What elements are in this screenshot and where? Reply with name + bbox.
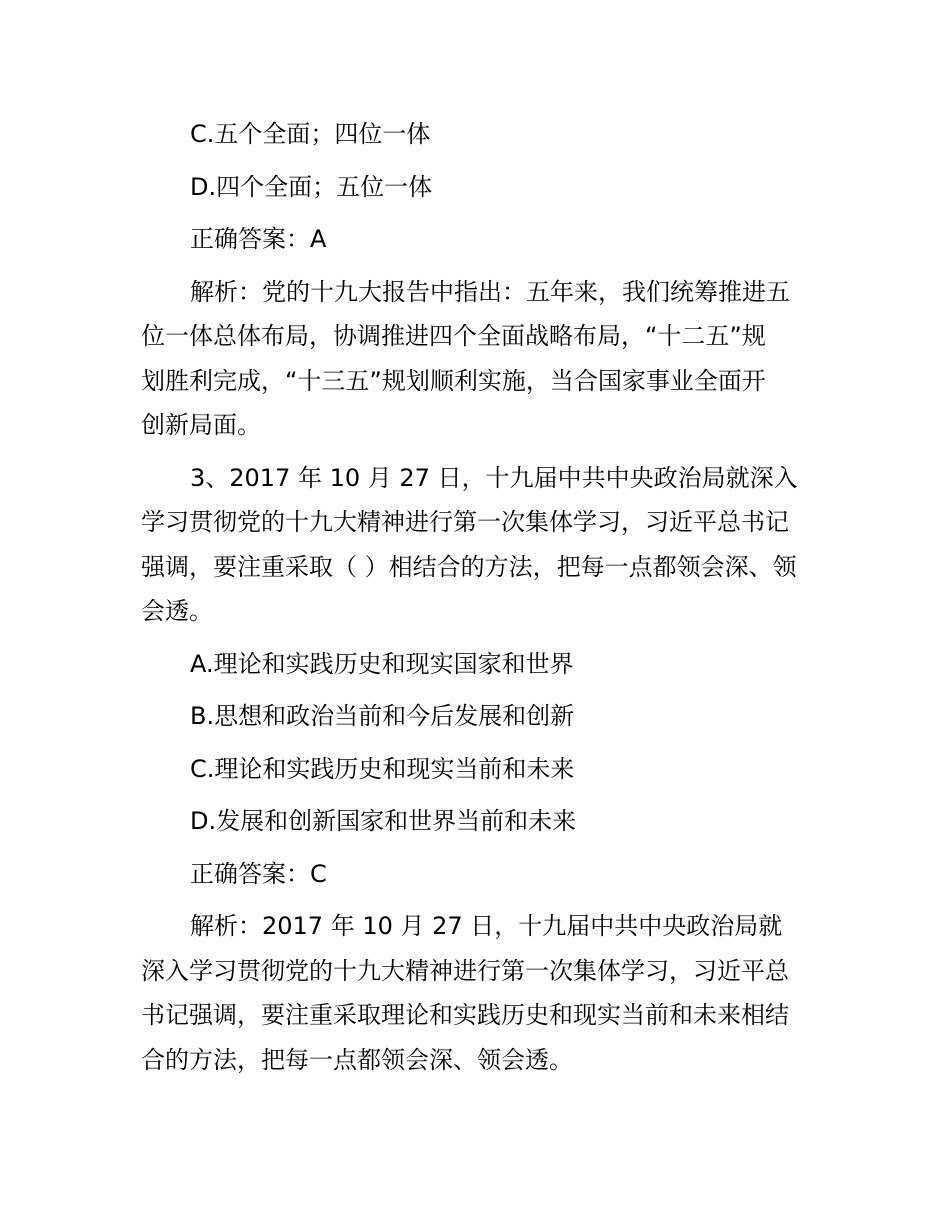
q3-analysis-line: 解析：2017 年 10 月 27 日，十九届中共中央政治局就 xyxy=(190,912,783,940)
q2-analysis-line: 位一体总体布局，协调推进四个全面战略布局，“十二五”规 xyxy=(141,322,766,350)
document-page xyxy=(141,112,811,1082)
q3-analysis-line: 书记强调，要注重采取理论和实践历史和现实当前和未来相结 xyxy=(141,1001,789,1029)
q3-option-a: A.理论和实践历史和现实国家和世界 xyxy=(190,649,574,678)
q3-analysis-line: 合的方法，把每一点都领会深、领会透。 xyxy=(141,1045,573,1074)
q2-analysis-line: 创新局面。 xyxy=(141,411,261,439)
q2-option-d: D.四个全面；五位一体 xyxy=(190,172,433,201)
q2-analysis-line: 解析：党的十九大报告中指出：五年来，我们统筹推进五 xyxy=(190,277,790,306)
q2-analysis-line: 划胜利完成，“十三五”规划顺利实施，当合国家事业全面开 xyxy=(141,366,766,395)
q3-stem-line: 学习贯彻党的十九大精神进行第一次集体学习，习近平总书记 xyxy=(141,508,789,536)
q2-answer: 正确答案：A xyxy=(190,225,327,253)
q3-stem-line: 3、2017 年 10 月 27 日，十九届中共中央政治局就深入 xyxy=(190,463,798,492)
q2-option-c: C.五个全面；四位一体 xyxy=(190,120,431,148)
q3-option-d: D.发展和创新国家和世界当前和未来 xyxy=(190,807,577,835)
q3-answer: 正确答案：C xyxy=(190,859,327,888)
q3-option-c: C.理论和实践历史和现实当前和未来 xyxy=(190,754,575,783)
q3-analysis xyxy=(141,904,811,1082)
q3-option-b: B.思想和政治当前和今后发展和创新 xyxy=(190,702,575,730)
q3-stem-line: 会透。 xyxy=(141,597,213,625)
q3-analysis-line: 深入学习贯彻党的十九大精神进行第一次集体学习，习近平总 xyxy=(141,956,789,985)
q3-stem-line: 强调，要注重采取（ ）相结合的方法，把每一点都领会深、领 xyxy=(141,552,797,581)
q2-analysis xyxy=(141,270,811,448)
q3-stem xyxy=(141,456,811,634)
